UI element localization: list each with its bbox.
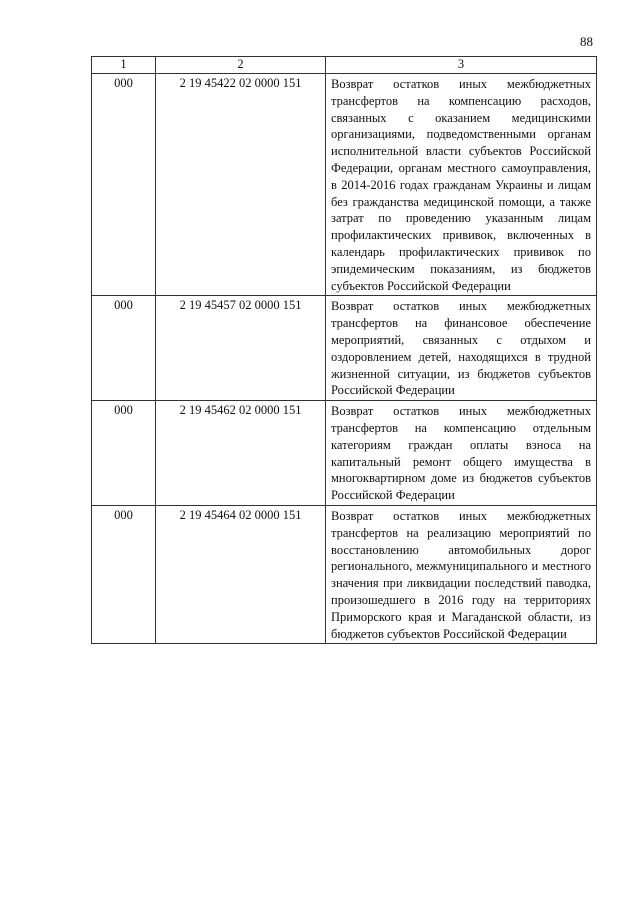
budget-classification-code-cell: 2 19 45422 02 0000 151 (156, 74, 326, 296)
table-row (92, 505, 597, 643)
description-cell: Возврат остатков иных межбюджетных трансфертов на компенсацию отдельным категориям граждан оплаты взноса на капитальный ремонт общего имущества в многоквартирном доме из бюджетов субъектов Российской Федерации (326, 401, 597, 506)
table-row (92, 74, 597, 296)
table-body (92, 74, 597, 644)
header-row (92, 57, 597, 74)
admin-code-cell: 000 (92, 401, 156, 506)
description-cell: Возврат остатков иных межбюджетных трансфертов на компенсацию расходов, связанных с оказанием медицинскими организациями, подведомственными органам исполнительной власти субъектов Российской Федерации, органам местного самоуправления, в 2014-2016 годах гражданам Украины и лицам без гражданства медицинской помощи, а также затрат по проведению указанным лицам профилактических прививок, включенных в календарь профилактических прививок по эпидемическим показаниям, из бюджетов субъектов Российской Федерации (326, 74, 597, 296)
column-header-3: 3 (326, 57, 597, 74)
column-header-1: 1 (92, 57, 156, 74)
budget-classification-code-cell: 2 19 45464 02 0000 151 (156, 505, 326, 643)
budget-classification-code-cell: 2 19 45462 02 0000 151 (156, 401, 326, 506)
column-header-2: 2 (156, 57, 326, 74)
admin-code-cell: 000 (92, 296, 156, 401)
table-row (92, 296, 597, 401)
page-number: 88 (580, 34, 593, 49)
description-cell: Возврат остатков иных межбюджетных трансфертов на реализацию мероприятий по восстановлению автомобильных дорог регионального, межмуниципального и местного значения при ликвидации последствий паводка, произошедшего в 2016 году на территориях Приморского края и Магаданской области, из бюджетов субъектов Российской Федерации (326, 505, 597, 643)
admin-code-cell: 000 (92, 505, 156, 643)
budget-classification-code-cell: 2 19 45457 02 0000 151 (156, 296, 326, 401)
table-header (92, 57, 597, 74)
admin-code-cell: 000 (92, 74, 156, 296)
budget-codes-table (91, 56, 597, 644)
description-cell: Возврат остатков иных межбюджетных трансфертов на финансовое обеспечение мероприятий, связанных с отдыхом и оздоровлением детей, находящихся в трудной жизненной ситуации, из бюджетов субъектов Российской Федерации (326, 296, 597, 401)
table-row (92, 401, 597, 506)
